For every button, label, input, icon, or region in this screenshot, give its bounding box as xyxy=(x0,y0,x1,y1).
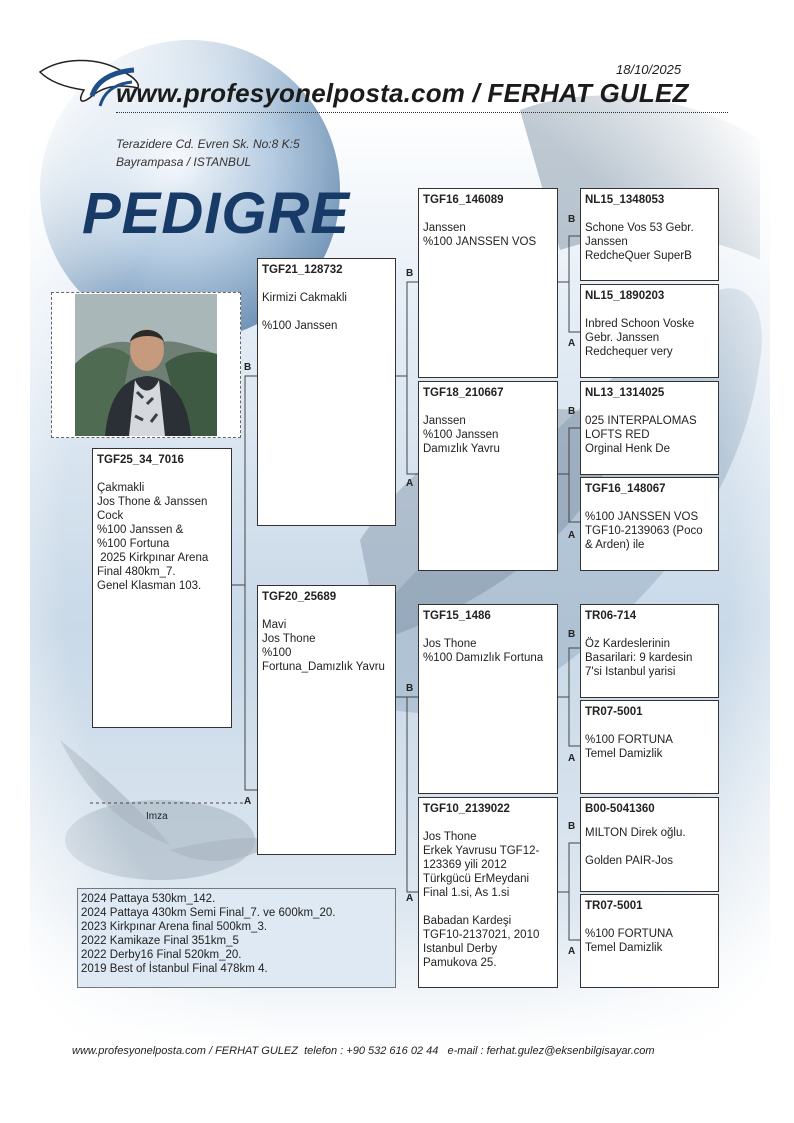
gen3-line: TGF10-2137021, 2010 xyxy=(423,929,540,941)
gen4-line: Orginal Henk De xyxy=(585,443,671,455)
gen3-sex-marker: B xyxy=(406,268,414,279)
gen4-sex-marker: B xyxy=(568,821,576,832)
gen4-sex-marker: B xyxy=(568,629,576,640)
gen4-sex-marker: B xyxy=(568,214,576,225)
dam-card xyxy=(257,585,396,855)
grandsire-paternal-card xyxy=(418,188,558,378)
gen4-ring: NL13_1314025 xyxy=(585,387,665,399)
subject-line: Genel Klasman 103. xyxy=(97,580,202,592)
dam-ring: TGF20_25689 xyxy=(262,591,337,603)
gen3-line-gap xyxy=(423,900,553,914)
gen4-ring: NL15_1890203 xyxy=(585,290,665,302)
gen4-ring: TR07-5001 xyxy=(585,706,643,718)
gen4-line: MILTON Direk oğlu. xyxy=(585,827,686,839)
gen3-ring: TGF10_2139022 xyxy=(423,803,510,815)
gen4-line: & Arden) ile xyxy=(585,539,645,551)
dam-line: %100 xyxy=(262,647,292,659)
gen4-line: Janssen xyxy=(585,236,628,248)
sire-line: Kirmizi Cakmakli xyxy=(262,292,347,304)
gen4-ring: TR07-5001 xyxy=(585,900,643,912)
gen3-line: Damızlık Yavru xyxy=(423,443,500,455)
gen4-line: %100 FORTUNA xyxy=(585,928,673,940)
dam-line: Jos Thone xyxy=(262,633,316,645)
gen4-line: Golden PAIR-Jos xyxy=(585,855,673,867)
gen4-line: TGF10-2139063 (Poco xyxy=(585,525,703,537)
gen4-card-7 xyxy=(580,797,719,892)
gen3-line: 123369 yili 2012 xyxy=(423,859,507,871)
gen3-line: %100 Damızlık Fortuna xyxy=(423,652,544,664)
site-title: www.profesyonelposta.com / FERHAT GULEZ xyxy=(116,78,689,108)
gen4-sex-marker: A xyxy=(568,946,576,957)
footer-contact: www.profesyonelposta.com / FERHAT GULEZ telefon : +90 532 616 02 44 e-mail : ferhat.gulez@eksenbilgisayar.com xyxy=(72,1045,655,1057)
subject-line: 2025 Kirkpınar Arena xyxy=(97,552,209,564)
subject-card xyxy=(92,448,232,728)
race-results-box xyxy=(77,888,396,988)
subject-line: Final 480km_7. xyxy=(97,566,176,578)
gen3-sex-marker: A xyxy=(406,893,414,904)
gen3-line: Pamukova 25. xyxy=(423,957,497,969)
gen3-line: %100 JANSSEN VOS xyxy=(423,236,537,248)
gen4-line: LOFTS RED xyxy=(585,429,650,441)
subject-line: Çakmakli xyxy=(97,482,145,494)
gen3-line: Jos Thone xyxy=(423,638,477,650)
gen4-sex-marker: A xyxy=(568,338,576,349)
result-line: 2023 Kirkpınar Arena final 500km_3. xyxy=(81,921,268,933)
sire-line-gap xyxy=(262,305,391,319)
gen4-line: Öz Kardeslerinin xyxy=(585,638,671,650)
gen3-ring: TGF18_210667 xyxy=(423,387,504,399)
gen4-line: %100 JANSSEN VOS xyxy=(585,511,699,523)
gen3-ring: TGF15_1486 xyxy=(423,610,491,622)
result-line: 2022 Derby16 Final 520km_20. xyxy=(81,949,242,961)
gen3-line: Jos Thone xyxy=(423,831,477,843)
gen3-line: Babadan Kardeşi xyxy=(423,915,512,927)
signature-label: Imza xyxy=(146,811,168,822)
result-line: 2022 Kamikaze Final 351km_5 xyxy=(81,935,239,947)
gen4-line: Redchequer very xyxy=(585,346,673,358)
gen4-card-3 xyxy=(580,381,719,475)
gen3-line: %100 Janssen xyxy=(423,429,499,441)
gen3-line: Türkgücü ErMeydani xyxy=(423,873,530,885)
gen4-line: Schone Vos 53 Gebr. xyxy=(585,222,694,234)
gen4-line: Basarilari: 9 kardesin xyxy=(585,652,693,664)
page-title: PEDIGRE xyxy=(82,181,351,246)
gen4-sex-marker: A xyxy=(568,530,576,541)
gen4-line: Gebr. Janssen xyxy=(585,332,660,344)
subject-ring: TGF25_34_7016 xyxy=(97,454,184,466)
gen3-line: Janssen xyxy=(423,415,466,427)
gen3-sex-marker: B xyxy=(406,683,414,694)
dam-line: Fortuna_Damızlık Yavru xyxy=(262,661,385,673)
gen4-line-gap xyxy=(585,840,714,854)
subject-line: %100 Fortuna xyxy=(97,538,170,550)
gen3-line: Janssen xyxy=(423,222,466,234)
grandsire-maternal-card xyxy=(418,604,558,794)
gen4-line: 025 INTERPALOMAS xyxy=(585,415,697,427)
address-line-1: Terazidere Cd. Evren Sk. No:8 K:5 xyxy=(116,137,300,151)
gen4-ring: NL15_1348053 xyxy=(585,194,665,206)
gen4-line: %100 FORTUNA xyxy=(585,734,673,746)
dam-line: Mavi xyxy=(262,619,287,631)
result-line: 2024 Pattaya 530km_142. xyxy=(81,893,216,905)
subject-line: Cock xyxy=(97,510,124,522)
gen4-line: Temel Damizlik xyxy=(585,748,663,760)
result-line: 2019 Best of İstanbul Final 478km 4. xyxy=(81,963,268,975)
gen4-card-8 xyxy=(580,894,719,988)
subject-line: Jos Thone & Janssen xyxy=(97,496,208,508)
gen4-line: Temel Damizlik xyxy=(585,942,663,954)
gen4-card-6 xyxy=(580,700,719,794)
address-line-2: Bayrampasa / ISTANBUL xyxy=(116,155,252,169)
gen4-ring: TGF16_148067 xyxy=(585,483,666,495)
sire-card xyxy=(257,258,396,526)
gen3-ring: TGF16_146089 xyxy=(423,194,504,206)
gen4-line: Inbred Schoon Voske xyxy=(585,318,695,330)
gen4-ring: TR06-714 xyxy=(585,610,637,622)
sire-ring: TGF21_128732 xyxy=(262,264,343,276)
gen4-card-5 xyxy=(580,604,719,698)
gen4-card-2 xyxy=(580,284,719,378)
gen3-line: Istanbul Derby xyxy=(423,943,498,955)
gen3-line: Erkek Yavrusu TGF12- xyxy=(423,845,540,857)
subject-line: %100 Janssen & xyxy=(97,524,184,536)
granddam-maternal-card xyxy=(418,797,558,988)
gen3-sex-marker: A xyxy=(406,478,414,489)
sire-line: %100 Janssen xyxy=(262,320,338,332)
gen4-ring: B00-5041360 xyxy=(585,803,655,815)
gen3-line: Final 1.si, As 1.si xyxy=(423,887,510,899)
result-line: 2024 Pattaya 430km Semi Final_7. ve 600km_20. xyxy=(81,907,336,919)
gen4-line: RedcheQuer SuperB xyxy=(585,250,692,262)
gen4-line: 7'si Istanbul yarisi xyxy=(585,666,676,678)
granddam-paternal-card xyxy=(418,381,558,571)
gen4-sex-marker: B xyxy=(568,406,576,417)
gen4-card-1 xyxy=(580,188,719,281)
sire-sex-marker: B xyxy=(244,362,252,373)
gen4-card-4 xyxy=(580,477,719,571)
print-date: 18/10/2025 xyxy=(616,62,682,77)
gen4-sex-marker: A xyxy=(568,753,576,764)
dam-sex-marker: A xyxy=(244,796,252,807)
